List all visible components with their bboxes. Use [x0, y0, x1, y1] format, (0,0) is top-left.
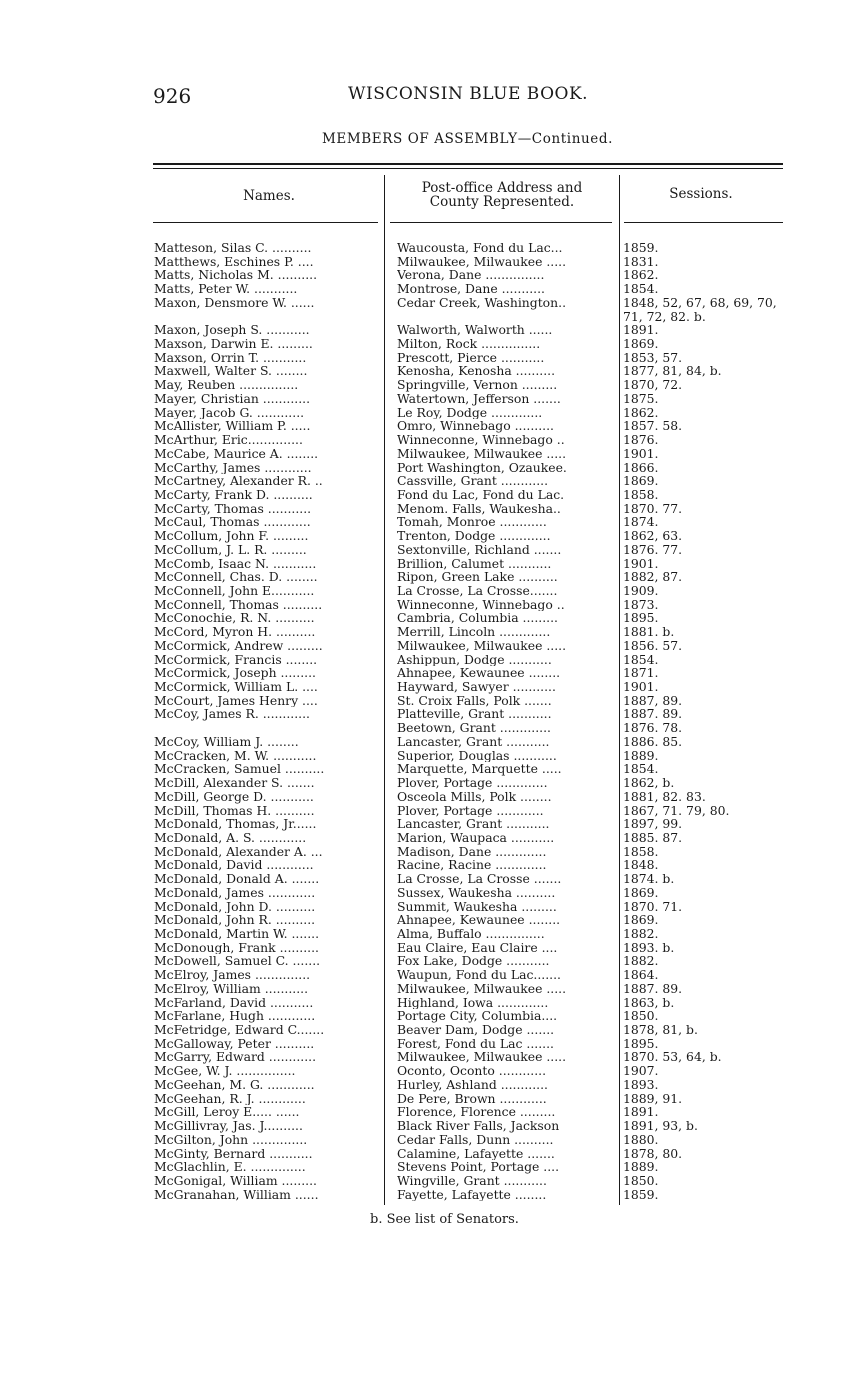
header-post-line2: County Represented.: [429, 194, 575, 210]
sessions-years: 1863, b.: [623, 995, 675, 1010]
member-name: McDonald, John R. ..........: [154, 913, 316, 927]
table-row: [154, 625, 794, 639]
table-row: [154, 639, 794, 653]
table-row: [154, 900, 794, 914]
member-name: McAllister, William P. .....: [154, 419, 311, 434]
post-office-address: Portage City, Columbia....: [397, 1009, 558, 1024]
post-office-address: La Crosse, La Crosse.......: [397, 584, 558, 598]
sessions-years: 1866.: [623, 460, 659, 475]
sessions-years: 1877, 81, 84, b.: [623, 364, 722, 379]
table-row: [154, 749, 794, 763]
table-row: [154, 1023, 794, 1037]
sessions-years: 1869.: [623, 885, 659, 900]
member-name: McConochie, R. N. ..........: [154, 611, 315, 626]
sessions-years: 1858.: [623, 487, 659, 502]
member-name: McCoy, James R. ............: [154, 707, 311, 722]
table-row: [154, 406, 794, 420]
table-row: [154, 1078, 794, 1092]
top-rule-thick: [153, 163, 783, 165]
table-row: [154, 1133, 794, 1147]
table-row: [154, 351, 794, 365]
post-office-address: Trenton, Dodge .............: [397, 529, 551, 543]
member-name: McCoy, William J. ........: [154, 734, 299, 749]
member-name: McDonald, David ............: [154, 858, 314, 873]
member-name: McDonald, John D. ..........: [154, 899, 316, 914]
post-office-address: La Crosse, La Crosse .......: [397, 872, 562, 886]
post-office-address: Milwaukee, Milwaukee .....: [397, 446, 567, 461]
sessions-years: 1856. 57.: [623, 638, 683, 653]
sessions-years: 1881. b.: [623, 625, 675, 639]
post-office-address: Highland, Iowa .............: [397, 995, 549, 1010]
sessions-years: 1885. 87.: [623, 830, 683, 845]
sessions-years: 1895.: [623, 1036, 659, 1051]
member-name: McCollum, J. L. R. .........: [154, 542, 307, 557]
member-name: McDonald, A. S. ............: [154, 830, 307, 845]
member-name: McDonald, Donald A. .......: [154, 872, 320, 886]
sessions-years: 1850.: [623, 1009, 659, 1024]
post-office-address: Kenosha, Kenosha ..........: [397, 364, 556, 379]
table-row: [154, 968, 794, 982]
sessions-years: 1869.: [623, 913, 659, 927]
post-office-address: Fond du Lac, Fond du Lac.: [397, 487, 565, 502]
post-office-address: Sextonville, Richland .......: [397, 542, 562, 557]
post-office-address: Racine, Racine .............: [397, 858, 547, 873]
sessions-years: 1887. 89.: [623, 981, 683, 996]
post-office-address: Oconto, Oconto ............: [397, 1064, 547, 1078]
table-row: [154, 296, 794, 310]
table-row: [154, 337, 794, 351]
post-office-address: Ripon, Green Lake ..........: [397, 570, 558, 584]
sessions-years: 1874. b.: [623, 872, 675, 886]
post-office-address: Springville, Vernon .........: [397, 378, 558, 392]
table-row: [154, 927, 794, 941]
table-row: [154, 913, 794, 927]
member-name: McConnell, Thomas ..........: [154, 597, 323, 612]
post-office-address: Menom. Falls, Waukesha..: [397, 501, 561, 516]
member-name: McCormick, Joseph .........: [154, 666, 316, 681]
post-office-address: Verona, Dane ...............: [397, 268, 545, 283]
member-name: McCord, Myron H. ..........: [154, 625, 316, 639]
table-row: [154, 392, 794, 406]
member-name: McDonald, James ............: [154, 885, 316, 900]
member-name: McGilton, John ..............: [154, 1132, 308, 1147]
sessions-years: 1871.: [623, 666, 659, 681]
table-row: [154, 831, 794, 845]
post-office-address: Milwaukee, Milwaukee .....: [397, 638, 567, 653]
member-name: Maxwell, Walter S. ........: [154, 364, 308, 379]
member-name: McGeehan, M. G. ............: [154, 1077, 315, 1092]
post-office-address: Beetown, Grant .............: [397, 721, 551, 735]
sessions-years: 1848.: [623, 858, 659, 873]
table-row: [154, 543, 794, 557]
sessions-years: 1889, 91.: [623, 1091, 683, 1106]
post-office-address: Le Roy, Dodge .............: [397, 405, 543, 420]
member-name: McGlachlin, E. ..............: [154, 1160, 306, 1174]
sessions-years: 1882.: [623, 954, 659, 969]
member-name: McCormick, Andrew .........: [154, 638, 323, 653]
table-row: [154, 1105, 794, 1119]
member-name: McCourt, James Henry ....: [154, 693, 318, 708]
sessions-years: 1891.: [623, 323, 659, 338]
member-name: McFarlane, Hugh ............: [154, 1009, 316, 1024]
running-head: WISCONSIN BLUE BOOK.: [348, 84, 589, 104]
table-row: [154, 419, 794, 433]
sessions-years: 1867, 71. 79, 80.: [623, 803, 730, 818]
post-office-address: Eau Claire, Eau Claire ....: [397, 940, 558, 955]
sessions-years: 1891, 93, b.: [623, 1119, 698, 1133]
post-office-address: Cassville, Grant ............: [397, 474, 549, 488]
member-name: McCracken, M. W. ...........: [154, 748, 317, 763]
table-row: [154, 1147, 794, 1161]
member-name: McDonald, Alexander A. ...: [154, 844, 323, 859]
member-name: McDill, Alexander S. .......: [154, 776, 315, 790]
post-office-address: Milwaukee, Milwaukee .....: [397, 981, 567, 996]
member-name: May, Reuben ...............: [154, 378, 299, 392]
table-row: [154, 474, 794, 488]
post-office-address: Madison, Dane .............: [397, 844, 547, 859]
table-row: [154, 1092, 794, 1106]
table-row: [154, 1188, 794, 1202]
sessions-years: 1909.: [623, 584, 659, 598]
sessions-years: 1862.: [623, 405, 659, 420]
sessions-years: 1881, 82. 83.: [623, 789, 706, 804]
member-name: McCormick, Francis ........: [154, 652, 318, 667]
sessions-years: 1857. 58.: [623, 419, 683, 434]
member-name: Matthews, Eschines P. ....: [154, 254, 314, 269]
post-office-address: Montrose, Dane ...........: [397, 282, 545, 296]
post-office-address: Fayette, Lafayette ........: [397, 1187, 547, 1202]
member-name: McDonough, Frank ..........: [154, 940, 319, 955]
sessions-years: 1901.: [623, 556, 659, 571]
member-name: Maxon, Joseph S. ...........: [154, 323, 310, 338]
member-name: McCarty, Frank D. ..........: [154, 487, 313, 502]
member-name: McCarthy, James ............: [154, 460, 312, 475]
post-office-address: St. Croix Falls, Polk .......: [397, 693, 552, 708]
member-name: McGonigal, William .........: [154, 1173, 317, 1188]
member-name: McFetridge, Edward C.......: [154, 1023, 325, 1037]
sessions-years: 1907.: [623, 1064, 659, 1078]
post-office-address: Brillion, Calumet ...........: [397, 556, 552, 571]
table-row: [154, 954, 794, 968]
sessions-years: 1870. 77.: [623, 501, 683, 516]
sessions-years: 1886. 85.: [623, 734, 683, 749]
sessions-years: 1887. 89.: [623, 707, 683, 722]
member-name: McGalloway, Peter ..........: [154, 1036, 315, 1051]
table-row: [154, 529, 794, 543]
post-office-address: Alma, Buffalo ...............: [397, 927, 545, 941]
sessions-years: 1876.: [623, 433, 659, 447]
table-row: [154, 735, 794, 749]
sessions-years: 1854.: [623, 762, 659, 777]
table-row: [154, 378, 794, 392]
table-row: [154, 1037, 794, 1051]
table-row: [154, 1064, 794, 1078]
post-office-address: Merrill, Lincoln .............: [397, 625, 551, 639]
post-office-address: Lancaster, Grant ...........: [397, 817, 550, 831]
table-row: [154, 790, 794, 804]
sessions-years: 1870. 53, 64, b.: [623, 1050, 722, 1065]
table-row: [154, 996, 794, 1010]
sessions-years: 71, 72, 82. b.: [623, 309, 706, 324]
member-name: McGillivray, Jas. J..........: [154, 1119, 303, 1133]
header-rule-sessions: [624, 222, 783, 223]
table-row: [154, 557, 794, 571]
sessions-years: 1873.: [623, 597, 659, 612]
sessions-years: 1831.: [623, 254, 659, 269]
table-row: [154, 515, 794, 529]
table-row: [154, 941, 794, 955]
sessions-years: 1901.: [623, 680, 659, 694]
sessions-years: 1869.: [623, 337, 659, 351]
table-row: [154, 310, 794, 324]
post-office-address: Beaver Dam, Dodge .......: [397, 1023, 555, 1037]
table-row: [154, 255, 794, 269]
member-name: McGeehan, R. J. ............: [154, 1091, 306, 1106]
footnote: b. See list of Senators.: [370, 1212, 519, 1227]
sessions-years: 1882.: [623, 927, 659, 941]
sessions-years: 1864.: [623, 968, 659, 982]
sessions-years: 1869.: [623, 474, 659, 488]
member-name: McDonald, Martin W. .......: [154, 927, 320, 941]
post-office-address: Port Washington, Ozaukee.: [397, 460, 567, 475]
member-name: McDill, Thomas H. ..........: [154, 803, 315, 818]
top-rule-thin: [153, 168, 783, 169]
sessions-years: 1854.: [623, 282, 659, 296]
member-name: Mayer, Christian ............: [154, 391, 311, 406]
table-row: [154, 447, 794, 461]
member-name: McGinty, Bernard ...........: [154, 1146, 313, 1161]
table-row: [154, 433, 794, 447]
post-office-address: Watertown, Jefferson .......: [397, 391, 561, 406]
post-office-address: Wingville, Grant ...........: [397, 1173, 547, 1188]
sessions-years: 1853, 57.: [623, 350, 683, 365]
post-office-address: Black River Falls, Jackson: [397, 1119, 560, 1133]
table-row: [154, 461, 794, 475]
sessions-years: 1848, 52, 67, 68, 69, 70,: [623, 295, 777, 310]
table-row: [154, 680, 794, 694]
table-row: [154, 241, 794, 255]
member-name: McDonald, Thomas, Jr......: [154, 817, 317, 831]
post-office-address: Walworth, Walworth ......: [397, 323, 553, 338]
table-row: [154, 1050, 794, 1064]
sessions-years: 1874.: [623, 515, 659, 530]
table-row: [154, 694, 794, 708]
post-office-address: Fox Lake, Dodge ...........: [397, 954, 550, 969]
table-row: [154, 268, 794, 282]
table-row: [154, 282, 794, 296]
table-row: [154, 707, 794, 721]
sessions-years: 1897, 99.: [623, 817, 683, 831]
member-name: McDill, George D. ...........: [154, 789, 314, 804]
post-office-address: Ahnapee, Kewaunee ........: [397, 913, 561, 927]
sessions-years: 1875.: [623, 391, 659, 406]
sessions-years: 1880.: [623, 1132, 659, 1147]
post-office-address: Omro, Winnebago ..........: [397, 419, 554, 434]
post-office-address: Sussex, Waukesha ..........: [397, 885, 556, 900]
table-row: [154, 611, 794, 625]
member-name: Mayer, Jacob G. ............: [154, 405, 305, 420]
post-office-address: Milwaukee, Milwaukee .....: [397, 254, 567, 269]
post-office-address: Milwaukee, Milwaukee .....: [397, 1050, 567, 1065]
header-sessions: Sessions.: [669, 186, 733, 202]
table-row: [154, 1119, 794, 1133]
sessions-years: 1858.: [623, 844, 659, 859]
table-row: [154, 858, 794, 872]
member-name: McGranahan, William ......: [154, 1187, 319, 1202]
member-name: Matts, Peter W. ...........: [154, 282, 298, 296]
post-office-address: Winneconne, Winnebago ..: [397, 597, 565, 612]
member-name: McGee, W. J. ...............: [154, 1064, 296, 1078]
table-subtitle: MEMBERS OF ASSEMBLY—Continued.: [321, 131, 614, 147]
table-row: [154, 364, 794, 378]
sessions-years: 1887, 89.: [623, 693, 683, 708]
post-office-address: Superior, Douglas ...........: [397, 748, 557, 763]
table-row: [154, 845, 794, 859]
post-office-address: Tomah, Monroe ............: [397, 515, 547, 530]
post-office-address: Cambria, Columbia .........: [397, 611, 558, 626]
sessions-years: 1878, 81, b.: [623, 1023, 698, 1037]
member-name: McFarland, David ...........: [154, 995, 314, 1010]
table-row: [154, 886, 794, 900]
post-office-address: Waucousta, Fond du Lac...: [397, 241, 563, 255]
member-name: Matts, Nicholas M. ..........: [154, 268, 318, 283]
sessions-years: 1862, 63.: [623, 529, 683, 543]
member-name: McCaul, Thomas ............: [154, 515, 311, 530]
member-name: McCracken, Samuel ..........: [154, 762, 325, 777]
member-name: McGill, Leroy E..... ......: [154, 1105, 300, 1120]
table-row: [154, 584, 794, 598]
member-name: McCartney, Alexander R. ..: [154, 474, 323, 488]
sessions-years: 1876. 78.: [623, 721, 683, 735]
member-name: Matteson, Silas C. ..........: [154, 241, 312, 255]
post-office-address: Lancaster, Grant ...........: [397, 734, 550, 749]
header-names: Names.: [243, 188, 295, 204]
header-rule-post: [390, 222, 612, 223]
post-office-address: Summit, Waukesha .........: [397, 899, 557, 914]
post-office-address: Waupun, Fond du Lac.......: [397, 968, 561, 982]
sessions-years: 1901.: [623, 446, 659, 461]
sessions-years: 1891.: [623, 1105, 659, 1120]
sessions-years: 1889.: [623, 1160, 659, 1174]
member-name: Maxson, Orrin T. ...........: [154, 350, 307, 365]
post-office-address: Forest, Fond du Lac .......: [397, 1036, 554, 1051]
post-office-address: Stevens Point, Portage ....: [397, 1160, 560, 1174]
header-post-line1: Post-office Address and: [421, 180, 583, 196]
member-name: McArthur, Eric..............: [154, 433, 303, 447]
sessions-years: 1854.: [623, 652, 659, 667]
table-row: [154, 804, 794, 818]
post-office-address: Cedar Creek, Washington..: [397, 295, 567, 310]
sessions-years: 1870, 72.: [623, 378, 683, 392]
sessions-years: 1862, b.: [623, 776, 675, 790]
member-name: McGarry, Edward ............: [154, 1050, 317, 1065]
post-office-address: Ahnapee, Kewaunee ........: [397, 666, 561, 681]
table-row: [154, 488, 794, 502]
table-row: [154, 1174, 794, 1188]
sessions-years: 1859.: [623, 241, 659, 255]
member-name: McCollum, John F. .........: [154, 529, 309, 543]
post-office-address: Hurley, Ashland ............: [397, 1077, 548, 1092]
sessions-years: 1870. 71.: [623, 899, 683, 914]
member-name: McDowell, Samuel C. .......: [154, 954, 321, 969]
table-row: [154, 817, 794, 831]
sessions-years: 1850.: [623, 1173, 659, 1188]
post-office-address: Plover, Portage .............: [397, 776, 548, 790]
member-name: McElroy, James ..............: [154, 968, 311, 982]
table-row: [154, 323, 794, 337]
sessions-years: 1895.: [623, 611, 659, 626]
header-rule-names: [153, 222, 378, 223]
member-name: McElroy, William ...........: [154, 981, 309, 996]
post-office-address: Osceola Mills, Polk ........: [397, 789, 552, 804]
member-name: McComb, Isaac N. ...........: [154, 556, 317, 571]
table-row: [154, 1160, 794, 1174]
member-name: Maxson, Darwin E. .........: [154, 337, 313, 351]
header-post-office: [386, 181, 618, 209]
post-office-address: Hayward, Sawyer ...........: [397, 680, 556, 694]
member-name: McCabe, Maurice A. ........: [154, 446, 319, 461]
post-office-address: Cedar Falls, Dunn ..........: [397, 1132, 554, 1147]
post-office-address: Marion, Waupaca ...........: [397, 830, 555, 845]
post-office-address: Plover, Portage ............: [397, 803, 544, 818]
table-row: [154, 776, 794, 790]
sessions-years: 1882, 87.: [623, 570, 683, 584]
sessions-years: 1893. b.: [623, 940, 675, 955]
post-office-address: Marquette, Marquette .....: [397, 762, 562, 777]
post-office-address: Prescott, Pierce ...........: [397, 350, 545, 365]
member-name: McCormick, William L. ....: [154, 680, 318, 694]
page-number: 926: [153, 84, 192, 108]
table-row: [154, 598, 794, 612]
post-office-address: De Pere, Brown ............: [397, 1091, 547, 1106]
member-name: McConnell, John E...........: [154, 584, 315, 598]
post-office-address: Florence, Florence .........: [397, 1105, 556, 1120]
table-row: [154, 762, 794, 776]
sessions-years: 1859.: [623, 1187, 659, 1202]
table-row: [154, 1009, 794, 1023]
table-row: [154, 982, 794, 996]
post-office-address: Calamine, Lafayette .......: [397, 1146, 555, 1161]
table-row: [154, 666, 794, 680]
table-row: [154, 570, 794, 584]
sessions-years: 1889.: [623, 748, 659, 763]
sessions-years: 1862.: [623, 268, 659, 283]
post-office-address: Platteville, Grant ...........: [397, 707, 552, 722]
post-office-address: Milton, Rock ...............: [397, 337, 541, 351]
sessions-years: 1893.: [623, 1077, 659, 1092]
member-name: McCarty, Thomas ...........: [154, 501, 312, 516]
member-name: Maxon, Densmore W. ......: [154, 295, 315, 310]
sessions-years: 1876. 77.: [623, 542, 683, 557]
table-row: [154, 721, 794, 735]
sessions-years: 1878, 80.: [623, 1146, 683, 1161]
member-name: McConnell, Chas. D. ........: [154, 570, 318, 584]
post-office-address: Ashippun, Dodge ...........: [397, 652, 552, 667]
table-row: [154, 502, 794, 516]
post-office-address: Winneconne, Winnebago ..: [397, 433, 565, 447]
table-row: [154, 653, 794, 667]
table-row: [154, 872, 794, 886]
